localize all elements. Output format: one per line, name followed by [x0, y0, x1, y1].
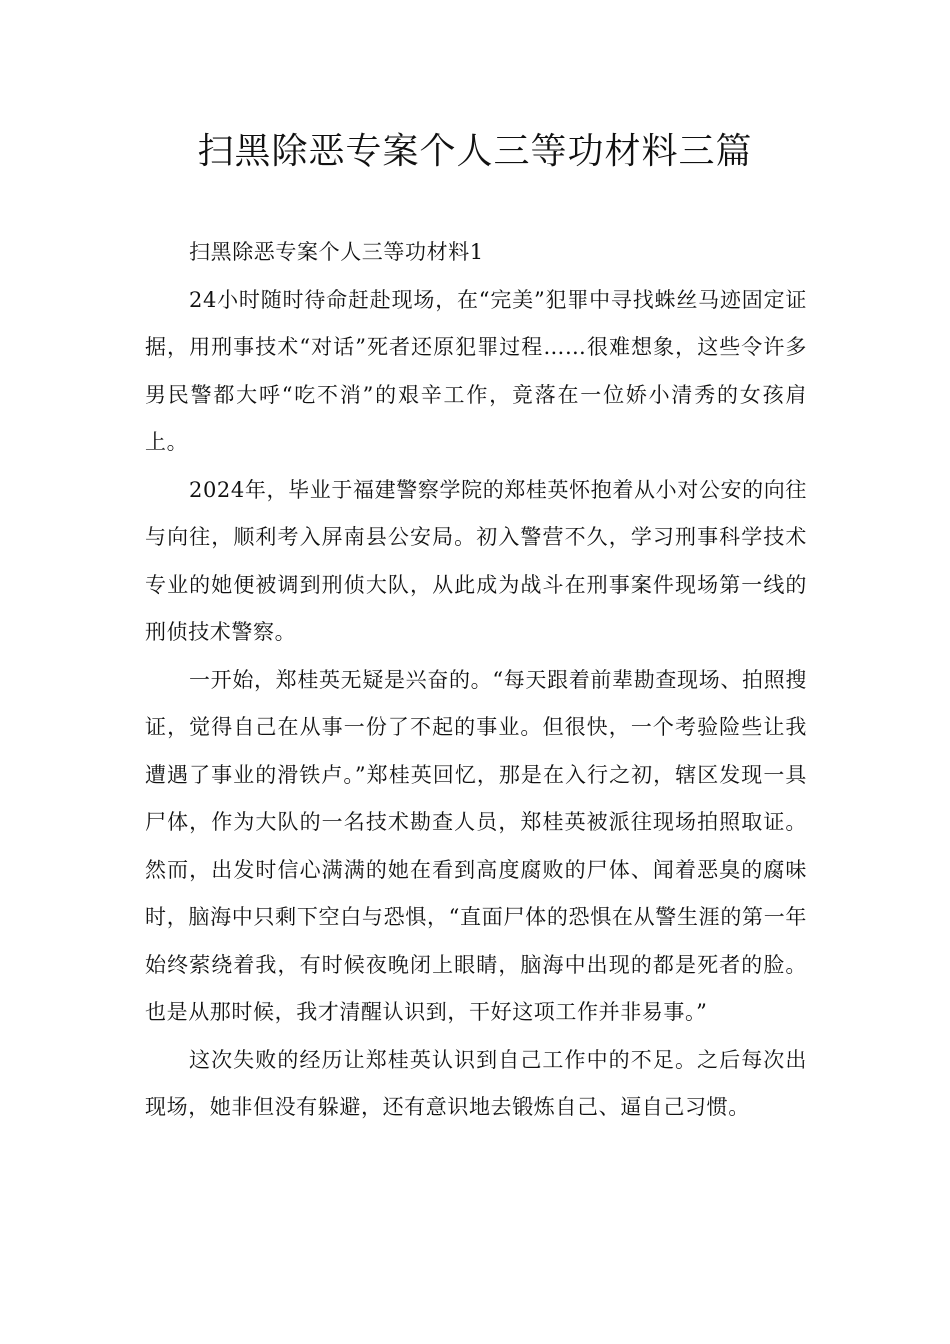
paragraph-4: 这次失败的经历让郑桂英认识到自己工作中的不足。之后每次出现场，她非但没有躲避，还有意识地去锻炼自己、逼自己习惯。: [145, 1047, 807, 1119]
section-heading: 扫黑除恶专案个人三等功材料1: [189, 240, 484, 264]
paragraph-2: 2024年，毕业于福建警察学院的郑桂英怀抱着从小对公安的向往与向往，顺利考入屏南县公安局。初入警营不久，学习刑事科学技术专业的她便被调到刑侦大队，从此成为战斗在刑事案件现场第一线的刑侦技术警察。: [145, 477, 807, 644]
paragraph-3: 一开始，郑桂英无疑是兴奋的。“每天跟着前辈勘查现场、拍照搜证，觉得自己在从事一份了不起的事业。但很快，一个考验险些让我遭遇了事业的滑铁卢。”郑桂英回忆，那是在入行之初，辖区发现一具尸体，作为大队的一名技术勘查人员，郑桂英被派往现场拍照取证。然而，出发时信心满满的她在看到高度腐败的尸体、闻着恶臭的腐味时，脑海中只剩下空白与恐惧，“直面尸体的恐惧在从警生涯的第一年始终萦绕着我，有时候夜晚闭上眼睛，脑海中出现的都是死者的脸。也是从那时候，我才清醒认识到，干好这项工作并非易事。”: [145, 667, 807, 1024]
document-title: 扫黑除恶专案个人三等功材料三篇: [197, 131, 753, 172]
paragraph-1: 24小时随时待命赶赴现场，在“完美”犯罪中寻找蛛丝马迹固定证据，用刑事技术“对话”死者还原犯罪过程……很难想象，这些令许多男民警都大呼“吃不消”的艰辛工作，竟落在一位娇小清秀的女孩肩上。: [145, 287, 807, 454]
document-body: [145, 229, 807, 1132]
